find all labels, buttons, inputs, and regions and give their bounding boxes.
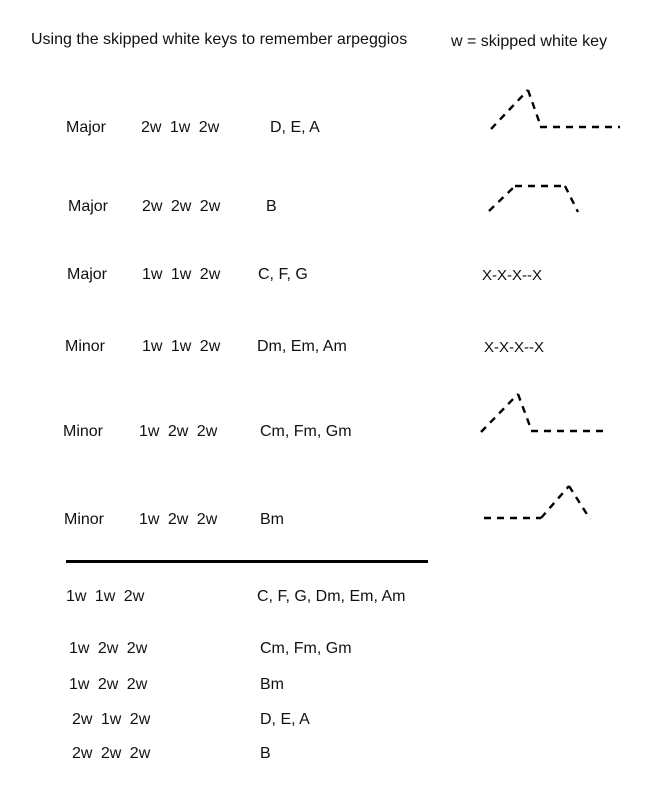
- summary-chords: D, E, A: [260, 711, 310, 728]
- row-pattern: 1w 2w 2w: [139, 511, 218, 528]
- row-chords: Bm: [260, 511, 284, 528]
- row-pattern: 1w 1w 2w: [142, 338, 221, 355]
- row-type: Major: [67, 266, 108, 283]
- summary-chords: C, F, G, Dm, Em, Am: [257, 588, 406, 605]
- x-pattern-icon: [484, 339, 544, 356]
- x-pattern-label: X-X-X--X: [484, 339, 544, 356]
- row-type: Minor: [64, 511, 105, 528]
- summary-pattern: 1w 1w 2w: [66, 588, 145, 605]
- plateau-contour-icon: [489, 186, 578, 212]
- row-type: Minor: [63, 423, 104, 440]
- summary-chords: Bm: [260, 676, 284, 693]
- row-type: Minor: [65, 338, 106, 355]
- row-chords: Dm, Em, Am: [257, 338, 347, 355]
- row-type: Major: [68, 198, 109, 215]
- page-title: Using the skipped white keys to remember arpeggios: [31, 31, 408, 48]
- row-chords: C, F, G: [258, 266, 308, 283]
- peak-then-flat-contour-icon: [491, 90, 620, 129]
- summary-pattern: 2w 1w 2w: [72, 711, 151, 728]
- flat-then-peak-contour-icon: [484, 486, 590, 519]
- row-chords: Cm, Fm, Gm: [260, 423, 352, 440]
- row-pattern: 2w 1w 2w: [141, 119, 220, 136]
- x-pattern-label: X-X-X--X: [482, 267, 542, 284]
- summary-pattern: 1w 2w 2w: [69, 676, 148, 693]
- row-type: Major: [66, 119, 107, 136]
- row-chords: D, E, A: [270, 119, 320, 136]
- x-pattern-icon: [482, 267, 542, 284]
- summary-chords: Cm, Fm, Gm: [260, 640, 352, 657]
- summary-chords: B: [260, 745, 271, 762]
- row-pattern: 1w 1w 2w: [142, 266, 221, 283]
- summary-pattern: 2w 2w 2w: [72, 745, 151, 762]
- summary-pattern: 1w 2w 2w: [69, 640, 148, 657]
- peak-then-flat-contour-icon: [481, 394, 605, 432]
- row-chords: B: [266, 198, 277, 215]
- row-pattern: 1w 2w 2w: [139, 423, 218, 440]
- legend-text: w = skipped white key: [451, 33, 608, 50]
- row-pattern: 2w 2w 2w: [142, 198, 221, 215]
